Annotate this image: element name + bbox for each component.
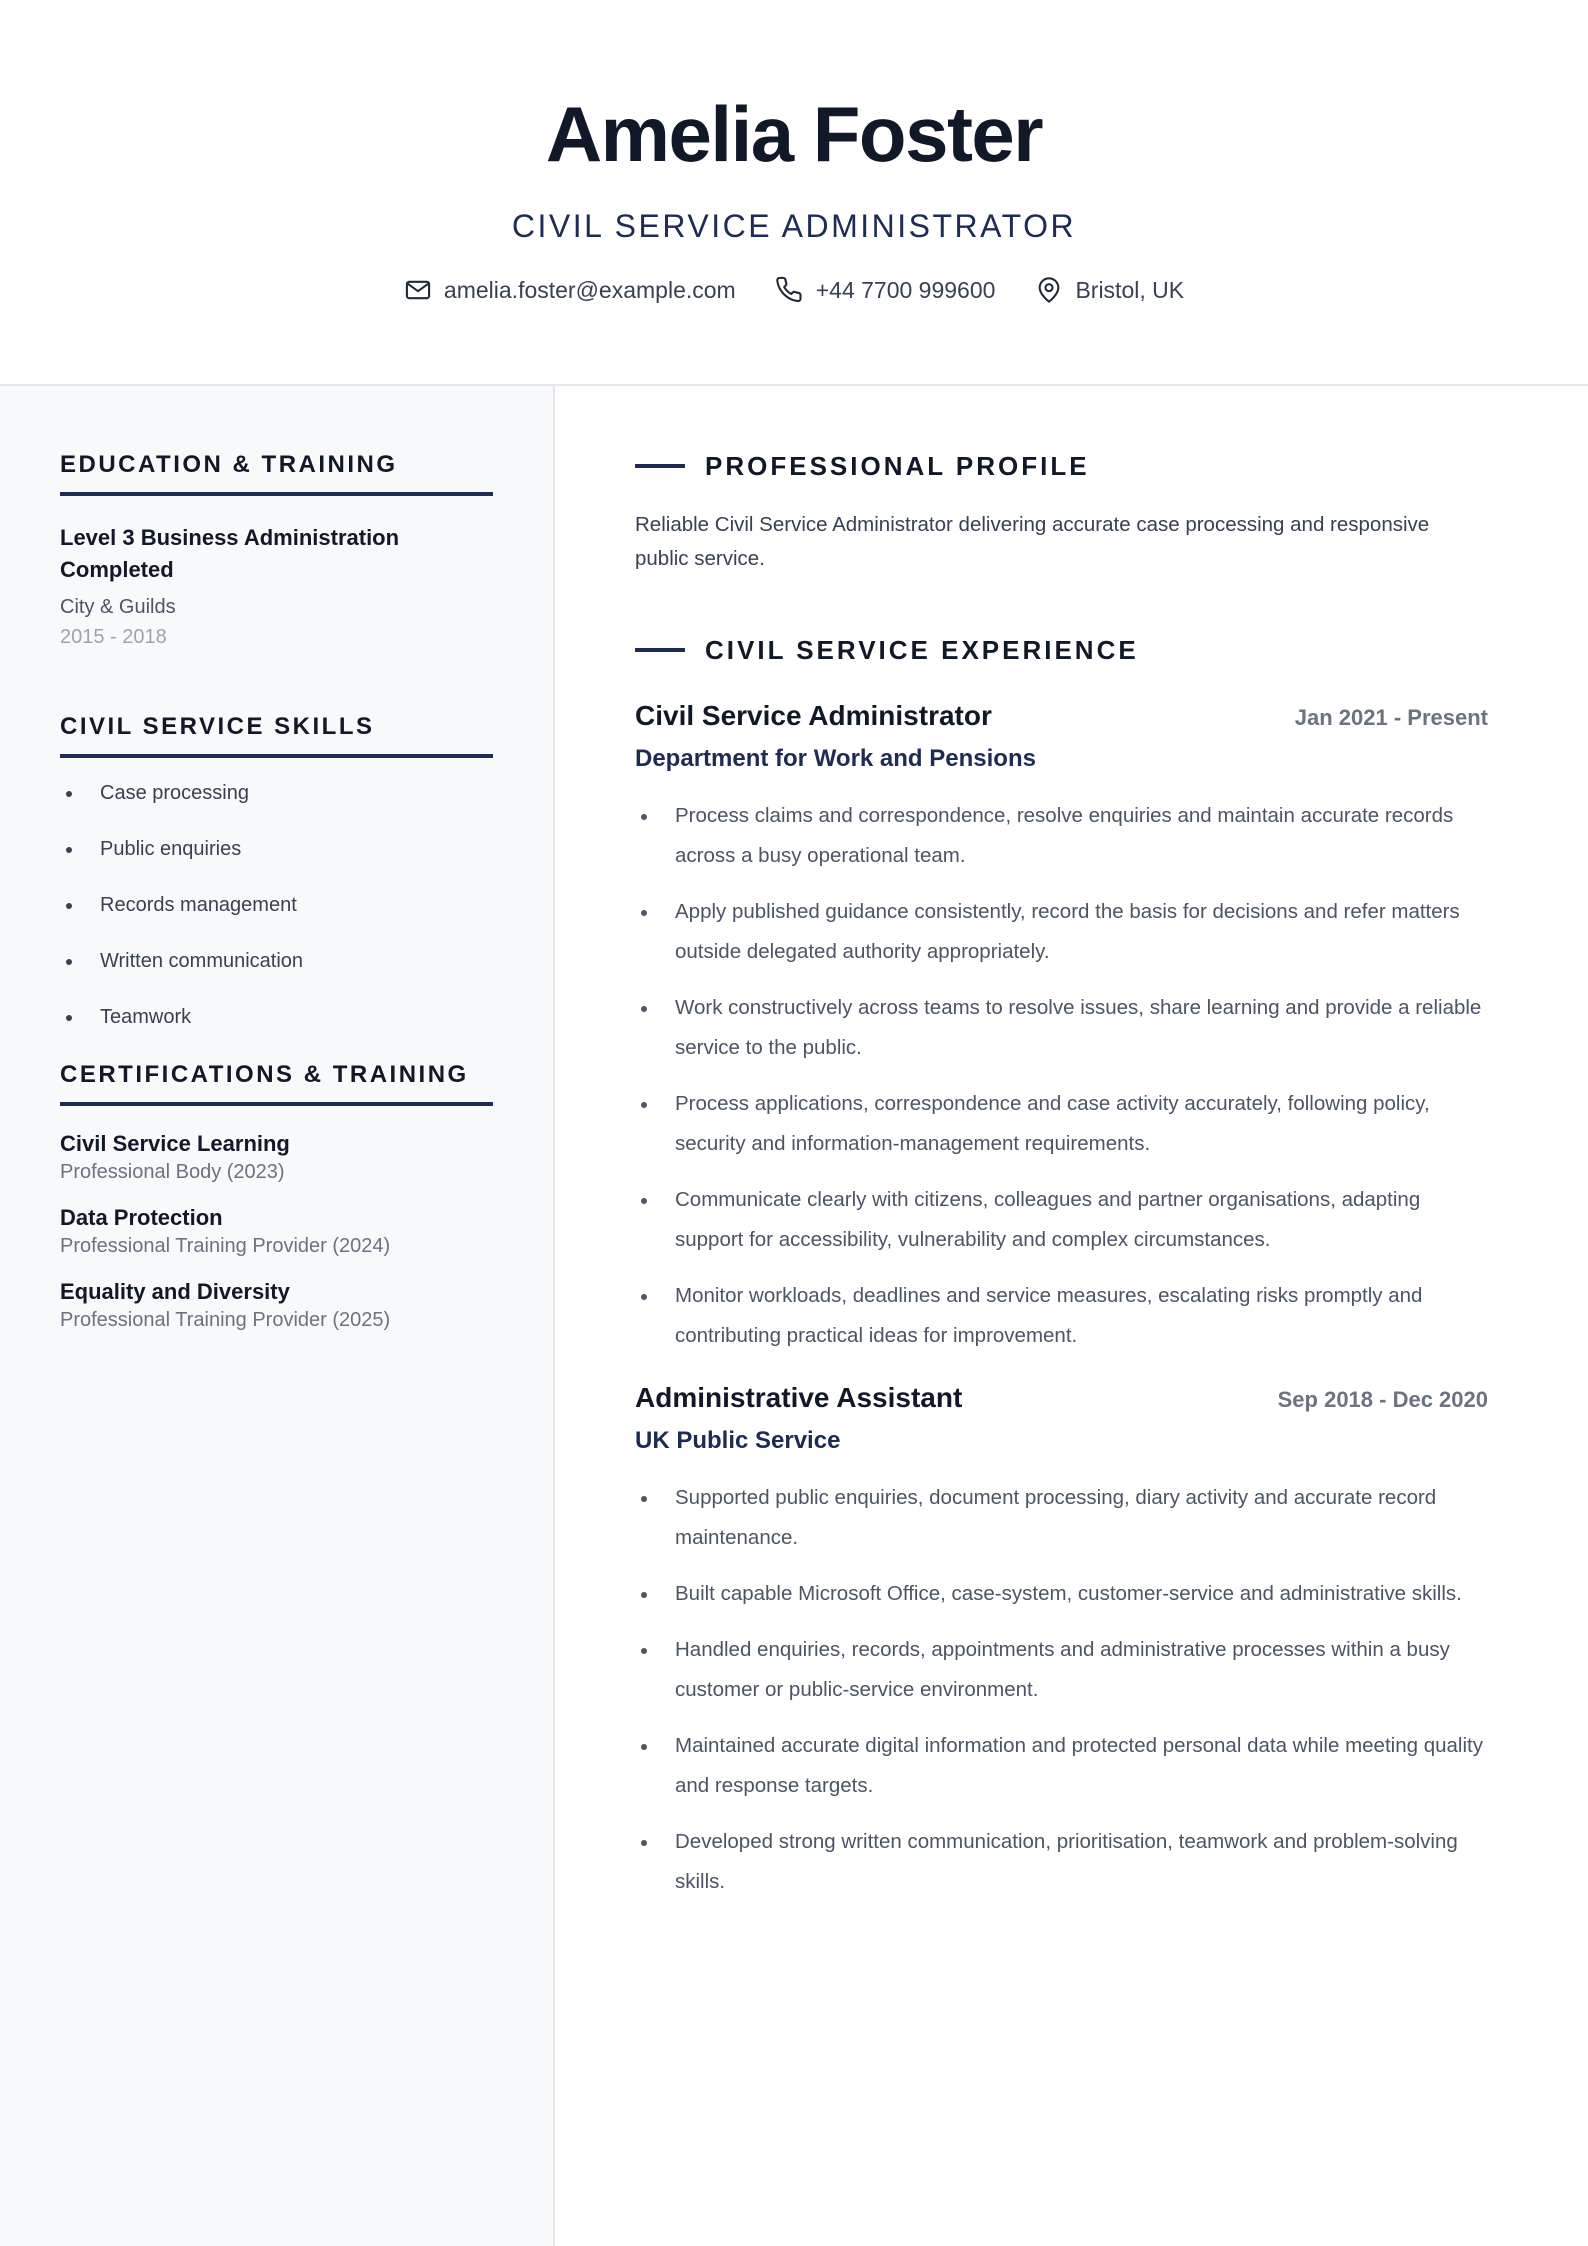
education-degree: Level 3 Business Administration Completed bbox=[60, 525, 400, 582]
education-school: City & Guilds bbox=[60, 596, 176, 618]
certifications-section bbox=[60, 1060, 493, 1334]
job-bullet: Monitor workloads, deadlines and service measures, escalating risks promptly and contributing practical ideas for improvement. bbox=[635, 1276, 1488, 1356]
certification-org: Professional Training Provider (2024) bbox=[60, 1235, 391, 1257]
job-title: Administrative Assistant bbox=[635, 1382, 963, 1413]
job-entry bbox=[635, 698, 1488, 1356]
certification-org: Professional Body (2023) bbox=[60, 1161, 285, 1183]
contact-location bbox=[1035, 276, 1184, 304]
education-section bbox=[60, 450, 493, 650]
candidate-title: CIVIL SERVICE ADMINISTRATOR bbox=[511, 208, 1077, 244]
candidate-name: Amelia Foster bbox=[545, 90, 1043, 178]
job-bullet: Process claims and correspondence, resolve enquiries and maintain accurate records across a busy operational team. bbox=[635, 796, 1488, 876]
job-bullet: Supported public enquiries, document processing, diary activity and accurate record maintenance. bbox=[635, 1478, 1488, 1558]
profile-section bbox=[635, 450, 1488, 576]
certification-name: Equality and Diversity bbox=[60, 1279, 290, 1304]
skill-item: Written communication bbox=[60, 948, 493, 974]
heading-rule bbox=[635, 648, 685, 652]
contact-location-text: Bristol, UK bbox=[1075, 276, 1185, 303]
job-bullets bbox=[635, 796, 1488, 1356]
job-entry bbox=[635, 1380, 1488, 1902]
contact-email[interactable] bbox=[404, 276, 736, 304]
resume-header bbox=[0, 0, 1588, 386]
job-header bbox=[635, 1380, 1488, 1416]
job-organisation: Department for Work and Pensions bbox=[635, 745, 1036, 772]
certification-org: Professional Training Provider (2025) bbox=[60, 1309, 391, 1331]
experience-heading-text: CIVIL SERVICE EXPERIENCE bbox=[705, 635, 1139, 665]
main-content bbox=[555, 386, 1588, 2246]
job-bullet: Built capable Microsoft Office, case-system, customer-service and administrative skills. bbox=[635, 1574, 1488, 1614]
skill-item: Public enquiries bbox=[60, 836, 493, 862]
heading-rule bbox=[635, 464, 685, 468]
contact-row bbox=[0, 276, 1588, 304]
job-bullets bbox=[635, 1478, 1488, 1902]
job-bullet: Process applications, correspondence and case activity accurately, following policy, security and information-management requirements. bbox=[635, 1084, 1488, 1164]
skills-section bbox=[60, 712, 493, 1030]
job-bullet: Handled enquiries, records, appointments and administrative processes within a busy customer or public-service environment. bbox=[635, 1630, 1488, 1710]
contact-email-text: amelia.foster@example.com bbox=[443, 276, 736, 303]
phone-icon bbox=[776, 276, 804, 304]
experience-section bbox=[635, 634, 1488, 1902]
skills-heading: CIVIL SERVICE SKILLS bbox=[60, 712, 493, 758]
skill-item: Case processing bbox=[60, 780, 493, 806]
profile-text: Reliable Civil Service Administrator delivering accurate case processing and responsive public service. bbox=[635, 513, 1430, 570]
profile-heading-text: PROFESSIONAL PROFILE bbox=[705, 451, 1090, 481]
mail-icon bbox=[404, 276, 432, 304]
certification-item bbox=[60, 1278, 493, 1334]
sidebar bbox=[0, 386, 555, 2246]
education-years: 2015 - 2018 bbox=[60, 626, 167, 648]
education-heading: EDUCATION & TRAINING bbox=[60, 450, 493, 496]
job-dates: Sep 2018 - Dec 2020 bbox=[1277, 1387, 1488, 1412]
job-bullet: Work constructively across teams to resolve issues, share learning and provide a reliable service to the public. bbox=[635, 988, 1488, 1068]
skill-item: Teamwork bbox=[60, 1004, 493, 1030]
job-bullet: Apply published guidance consistently, record the basis for decisions and refer matters outside delegated authority appropriately. bbox=[635, 892, 1488, 972]
resume-body bbox=[0, 386, 1588, 2246]
skills-list bbox=[60, 780, 493, 1030]
experience-heading bbox=[635, 634, 1488, 666]
job-bullet: Maintained accurate digital information and protected personal data while meeting quality and response targets. bbox=[635, 1726, 1488, 1806]
profile-heading bbox=[635, 450, 1488, 482]
location-pin-icon bbox=[1035, 276, 1063, 304]
skill-item: Records management bbox=[60, 892, 493, 918]
certifications-heading: CERTIFICATIONS & TRAINING bbox=[60, 1060, 493, 1106]
certification-item bbox=[60, 1204, 493, 1260]
job-title: Civil Service Administrator bbox=[635, 700, 992, 731]
job-header bbox=[635, 698, 1488, 734]
job-bullet: Communicate clearly with citizens, colleagues and partner organisations, adapting support for accessibility, vulnerability and complex circumstances. bbox=[635, 1180, 1488, 1260]
contact-phone[interactable] bbox=[776, 276, 996, 304]
job-organisation: UK Public Service bbox=[635, 1427, 841, 1454]
certification-item bbox=[60, 1130, 493, 1186]
certification-name: Data Protection bbox=[60, 1205, 223, 1230]
job-dates: Jan 2021 - Present bbox=[1294, 705, 1488, 730]
contact-phone-text: +44 7700 999600 bbox=[815, 276, 996, 303]
certification-name: Civil Service Learning bbox=[60, 1131, 290, 1156]
job-bullet: Developed strong written communication, prioritisation, teamwork and problem-solving skills. bbox=[635, 1822, 1488, 1902]
